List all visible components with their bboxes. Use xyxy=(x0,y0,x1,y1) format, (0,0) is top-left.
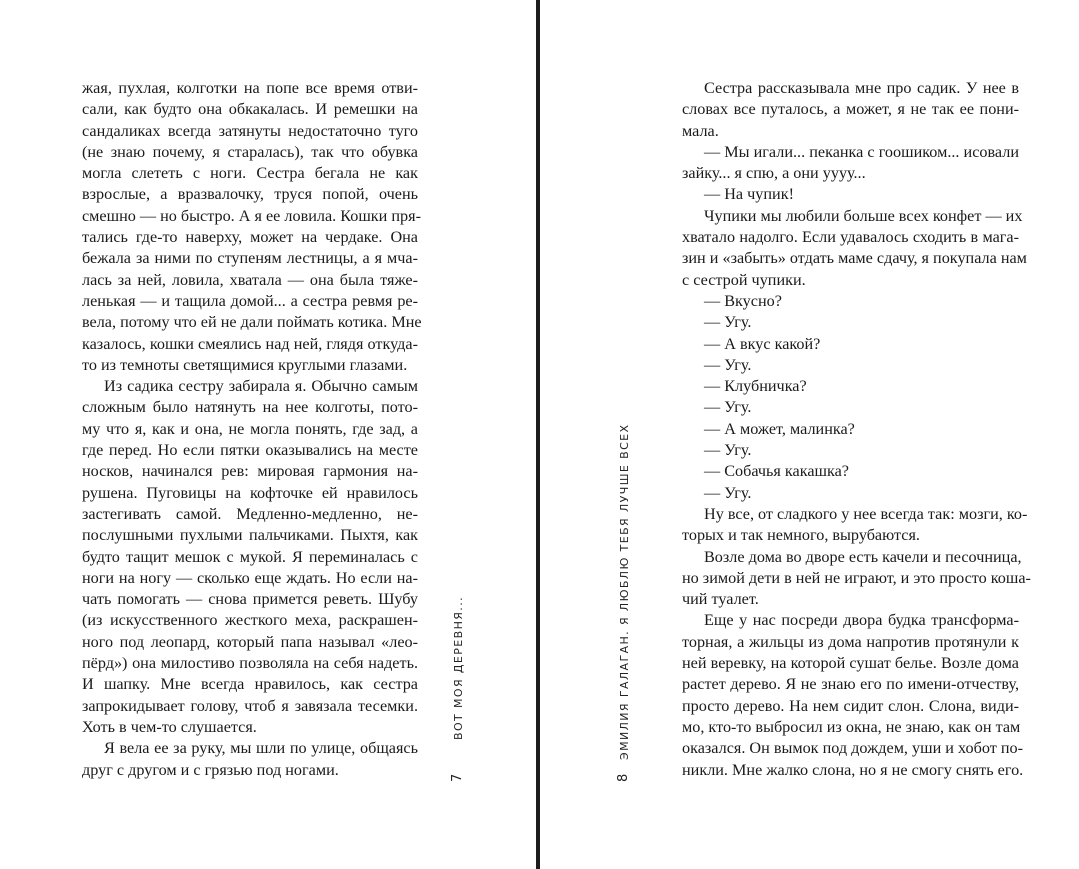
text-line: — Угу. xyxy=(704,355,752,374)
paragraph xyxy=(660,206,1027,291)
text-line: — На чупик! xyxy=(704,185,794,204)
text-line: Сестра рассказывала мне про садик. У нее в xyxy=(704,79,1019,97)
text-line: — Угу. xyxy=(704,313,752,332)
text-line: — Собачья какашка? xyxy=(704,462,849,481)
paragraph xyxy=(660,355,1019,376)
text-line: (из искусственного жесткого меха, раскрашен- xyxy=(82,611,418,630)
text-line: застегивать самой. Медленно-медленно, не- xyxy=(82,504,418,523)
paragraph xyxy=(660,419,1019,440)
paragraph xyxy=(660,397,1019,418)
text-line: Возле дома во дворе есть качели и песочница, xyxy=(704,547,1022,566)
text-line: но зимой дети в ней не играют, и это просто коша- xyxy=(682,568,1031,587)
text-line: — Мы игали... пеканка с гоошиком... исовали xyxy=(704,142,1019,161)
text-line: будто тащит мешок с мукой. Я переминалась с xyxy=(82,547,418,566)
text-line: — А может, малинка? xyxy=(704,419,855,438)
text-line: зайку... я спю, а они уууу... xyxy=(682,164,866,183)
text-line: му что я, как и она, не могла понять, где зад, а xyxy=(82,419,418,438)
text-line: мала. xyxy=(682,121,719,140)
text-line: ленькая — и тащила домой... а сестра ревмя ре- xyxy=(82,291,418,310)
paragraph xyxy=(60,376,418,738)
text-line: могла слететь с ноги. Сестра бегала не как xyxy=(82,164,418,183)
paragraph xyxy=(60,78,422,376)
text-line: мо, кто-то выбросил из окна, не знаю, как он там xyxy=(682,717,1021,736)
paragraph xyxy=(660,334,1019,355)
text-line: с сестрой чупики. xyxy=(682,270,806,289)
paragraph xyxy=(660,610,1024,780)
text-line: оказался. Он вымок под дождем, уши и хобот по- xyxy=(682,739,1023,758)
text-line: чий туалет. xyxy=(682,590,759,609)
left-page-body xyxy=(60,78,422,781)
text-line: запрокидывает голову, чтоб я завязала тесемки. xyxy=(82,696,418,715)
paragraph xyxy=(660,504,1028,547)
text-line: жая, пухлая, колготки на попе все время отви- xyxy=(82,79,418,97)
left-page-number: 7 xyxy=(450,773,465,782)
text-line: взрослые, а вразвалочку, труся попой, очень xyxy=(82,185,418,204)
text-line: смешно — но быстро. А я ее ловила. Кошки пря- xyxy=(82,206,421,225)
text-line: зин и «забыть» отдать маме сдачу, я покупала нам xyxy=(682,249,1027,268)
text-line: казалось, кошки смеялись над ней, глядя откуда- xyxy=(82,334,418,353)
paragraph xyxy=(660,184,1019,205)
paragraph xyxy=(660,483,1019,504)
text-line: Хоть в чем-то слушается. xyxy=(82,717,257,736)
paragraph xyxy=(660,376,1019,397)
text-line: вела, потому что ей не дали поймать котика. Мне xyxy=(82,313,422,332)
text-line: (не знаю почему, я старалась), так что обувка xyxy=(82,142,418,161)
text-line: рушена. Пуговицы на кофточке ей нравилось xyxy=(82,483,418,502)
text-line: сложным было натянуть на нее колготы, пото- xyxy=(82,398,418,417)
text-line: ней веревку, на которой сушат белье. Возле дома xyxy=(682,654,1019,673)
paragraph xyxy=(660,547,1031,611)
text-line: Еще у нас посреди двора будка трансформа- xyxy=(704,611,1019,630)
text-line: ноги на ногу — сколько еще ждать. Но если на- xyxy=(82,568,418,587)
right-running-head: ЭМИЛИЯ ГАЛАГАН. Я ЛЮБЛЮ ТЕБЯ ЛУЧШЕ ВСЕХ xyxy=(618,423,631,760)
paragraph xyxy=(60,738,418,781)
text-line: И шапку. Мне всегда нравилось, как сестра xyxy=(82,675,418,694)
text-line: бежала за ними по ступеням лестницы, а я мча- xyxy=(82,249,418,268)
paragraph xyxy=(660,312,1019,333)
text-line: Ну все, от сладкого у нее всегда так: мозги, ко- xyxy=(704,504,1028,523)
right-page-body xyxy=(660,78,1031,781)
text-line: никли. Мне жалко слона, но я не смогу снять его. xyxy=(682,760,1024,779)
right-page-number: 8 xyxy=(616,773,631,782)
paragraph xyxy=(660,142,1019,185)
text-line: друг с другом и с грязью под ногами. xyxy=(82,760,339,779)
text-line: лась за ней, ловила, хватала — она была тяже- xyxy=(82,270,418,289)
page-gutter xyxy=(536,0,540,869)
text-line: — А вкус какой? xyxy=(704,334,821,353)
text-line: Чупики мы любили больше всех конфет — их xyxy=(704,206,1023,225)
text-line: — Вкусно? xyxy=(704,291,782,310)
text-line: Из садика сестру забирала я. Обычно самым xyxy=(104,377,418,396)
text-line: просто дерево. На нем сидит слон. Слона, види- xyxy=(682,696,1019,715)
paragraph xyxy=(660,440,1019,461)
text-line: то из темноты светящимися круглыми глазами. xyxy=(82,355,408,374)
text-line: — Угу. xyxy=(704,441,752,460)
text-line: — Угу. xyxy=(704,483,752,502)
text-line: — Клубничка? xyxy=(704,377,807,396)
text-line: растет дерево. Я не знаю его по имени-отчеству, xyxy=(682,675,1019,694)
text-line: пёрд») она милостиво позволяла на себя надеть. xyxy=(82,654,418,673)
text-line: торых и так немного, вырубаются. xyxy=(682,526,920,545)
left-running-head: ВОТ МОЯ ДЕРЕВНЯ... xyxy=(452,596,465,740)
text-line: Я вела ее за руку, мы шли по улице, общаясь xyxy=(104,739,418,758)
text-line: чать помогать — снова примется реветь. Шубу xyxy=(82,590,418,609)
paragraph xyxy=(660,291,1019,312)
text-line: сали, как будто она обкакалась. И ремешки на xyxy=(82,100,418,119)
text-line: — Угу. xyxy=(704,398,752,417)
text-line: сандаликах всегда затянуты недостаточно туго xyxy=(82,121,418,140)
text-line: носков, начинался рев: мировая гармония на- xyxy=(82,462,418,481)
text-line: где перед. Но если пятки оказывались на месте xyxy=(82,441,418,460)
text-line: словах все путалось, а может, я не так ее пони- xyxy=(682,100,1019,119)
text-line: ного под леопард, который папа называл «лео- xyxy=(82,632,418,651)
text-line: тались где-то наверху, может на чердаке. Она xyxy=(82,228,418,247)
text-line: торная, а жильцы из дома напротив протянули к xyxy=(682,632,1019,651)
text-line: хватало надолго. Если удавалось сходить в мага- xyxy=(682,228,1019,247)
paragraph xyxy=(660,461,1019,482)
text-line: послушными пухлыми пальчиками. Пыхтя, как xyxy=(82,526,418,545)
paragraph xyxy=(660,78,1019,142)
